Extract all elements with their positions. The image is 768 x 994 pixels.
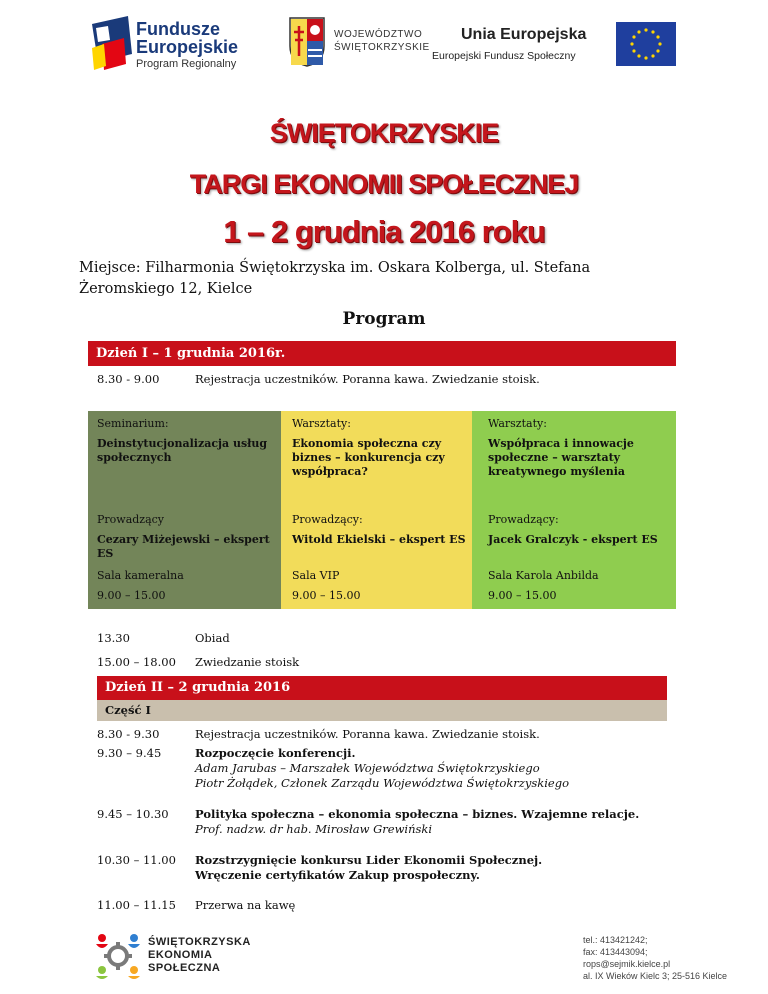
- agenda-note: Prof. nadzw. dr hab. Mirosław Grewiński: [195, 822, 433, 836]
- agenda-item: [195, 898, 295, 913]
- visit-text: Zwiedzanie stoisk: [195, 655, 300, 669]
- wojewodztwo-text: [334, 28, 430, 54]
- day1-reg-time: 8.30 - 9.00: [97, 372, 160, 386]
- agenda-title: Przerwa na kawę: [195, 898, 296, 912]
- contact-address: al. IX Wieków Kielc 3; 25-516 Kielce: [583, 971, 728, 981]
- agenda-title: Rozstrzygnięcie konkursu Lider Ekonomii Społecznej.: [195, 853, 543, 867]
- session-time: 9.00 – 15.00: [488, 589, 557, 602]
- agenda-title: Polityka społeczna – ekonomia społeczna – biznes. Wzajemne relacje.: [195, 807, 640, 821]
- lunch-time: 13.30: [97, 631, 130, 645]
- contact-email: rops@sejmik.kielce.pl: [583, 959, 671, 969]
- session-time: 9.00 – 15.00: [292, 589, 361, 602]
- agenda-time: 9.45 – 10.30: [97, 807, 169, 821]
- agenda-time: 8.30 - 9.30: [97, 727, 160, 741]
- day2-band: Dzień II – 2 grudnia 2016: [97, 676, 667, 700]
- day1-reg-text: Rejestracja uczestników. Poranna kawa. Zwiedzanie stoisk.: [195, 372, 540, 386]
- footer-name-line3: SPOŁECZNA: [148, 962, 221, 974]
- session-type: Seminarium:: [97, 417, 169, 430]
- contact-fax: fax: 413443094;: [583, 947, 648, 957]
- program-heading: Program: [342, 309, 426, 329]
- day1-band: Dzień I – 1 grudnia 2016r.: [88, 341, 676, 366]
- session-title: Ekonomia społeczna czy biznes – konkurencja czy współpraca?: [292, 437, 445, 478]
- agenda-note: Adam Jarubas – Marszałek Województwa Świętokrzyskiego: [195, 761, 540, 775]
- wojewodztwo-crest-icon: [288, 16, 326, 68]
- session-host: Jacek Gralczyk - ekspert ES: [488, 533, 658, 546]
- session-type: Warsztaty:: [292, 417, 351, 430]
- session-room: Sala Karola Anbilda: [488, 569, 599, 582]
- session-host: Cezary Miżejewski – ekspert ES: [97, 533, 270, 560]
- fe-title: [136, 20, 238, 56]
- session-host-label: Prowadzący:: [292, 513, 363, 526]
- agenda-title: [195, 727, 540, 742]
- session-room: Sala VIP: [292, 569, 340, 582]
- ue-title: Unia Europejska: [461, 26, 587, 43]
- lunch-text: Obiad: [195, 631, 230, 645]
- session-title: Deinstytucjonalizacja usług społecznych: [97, 437, 268, 464]
- agenda-time: 9.30 – 9.45: [97, 746, 162, 760]
- fe-title-line2: Europejskie: [136, 37, 239, 57]
- fe-subtitle: Program Regionalny: [136, 58, 237, 70]
- session-time: 9.00 – 15.00: [97, 589, 166, 602]
- title-line3: 1 – 2 grudnia 2016 roku: [223, 214, 545, 249]
- session-title: Współpraca i innowacje społeczne – warsztaty kreatywnego myślenia: [488, 437, 634, 478]
- title-line1: ŚWIĘTOKRZYSKIE: [269, 118, 499, 148]
- ekonomia-spoleczna-logo-icon: [92, 930, 144, 982]
- contact-phone: tel.: 413421242;: [583, 935, 648, 945]
- session-host-label: Prowadzący: [97, 513, 165, 526]
- agenda-item: [195, 746, 569, 791]
- session-room: Sala kameralna: [97, 569, 184, 582]
- agenda-time: 11.00 – 11.15: [97, 898, 176, 912]
- fe-title-line1: Fundusze: [136, 19, 220, 39]
- visit-time: 15.00 – 18.00: [97, 655, 176, 669]
- agenda-time: 10.30 – 11.00: [97, 853, 176, 867]
- footer-name-line1: ŚWIĘTOKRZYSKA: [148, 936, 251, 948]
- session-host: Witold Ekielski – ekspert ES: [292, 533, 466, 546]
- agenda-title-text: Rejestracja uczestników. Poranna kawa. Zwiedzanie stoisk.: [195, 727, 540, 741]
- agenda-title: Rozpoczęcie konferencji.: [195, 746, 356, 760]
- agenda-item: [195, 853, 542, 883]
- wojewodztwo-line2: ŚWIĘTOKRZYSKIE: [334, 42, 430, 53]
- place-text: Miejsce: Filharmonia Świętokrzyska im. Oskara Kolberga, ul. Stefana Żeromskiego 12, Kielce: [79, 260, 591, 297]
- day2-part: Część I: [97, 700, 667, 721]
- agenda-note: Piotr Żołądek, Członek Zarządu Województwa Świętokrzyskiego: [195, 776, 569, 790]
- agenda-title: Wręczenie certyfikatów Zakup prospołeczny.: [195, 868, 480, 882]
- title-line2: TARGI EKONOMII SPOŁECZNEJ: [189, 169, 579, 199]
- agenda-item: [195, 807, 639, 837]
- footer-contact: [583, 934, 727, 982]
- footer-name-line2: EKONOMIA: [148, 949, 213, 961]
- footer-org-name: [148, 936, 251, 975]
- wojewodztwo-line1: WOJEWÓDZTWO: [334, 29, 423, 40]
- ue-subtitle: Europejski Fundusz Społeczny: [432, 50, 576, 62]
- session-type: Warsztaty:: [488, 417, 547, 430]
- eu-flag-icon: [616, 22, 676, 66]
- session-host-label: Prowadzący:: [488, 513, 559, 526]
